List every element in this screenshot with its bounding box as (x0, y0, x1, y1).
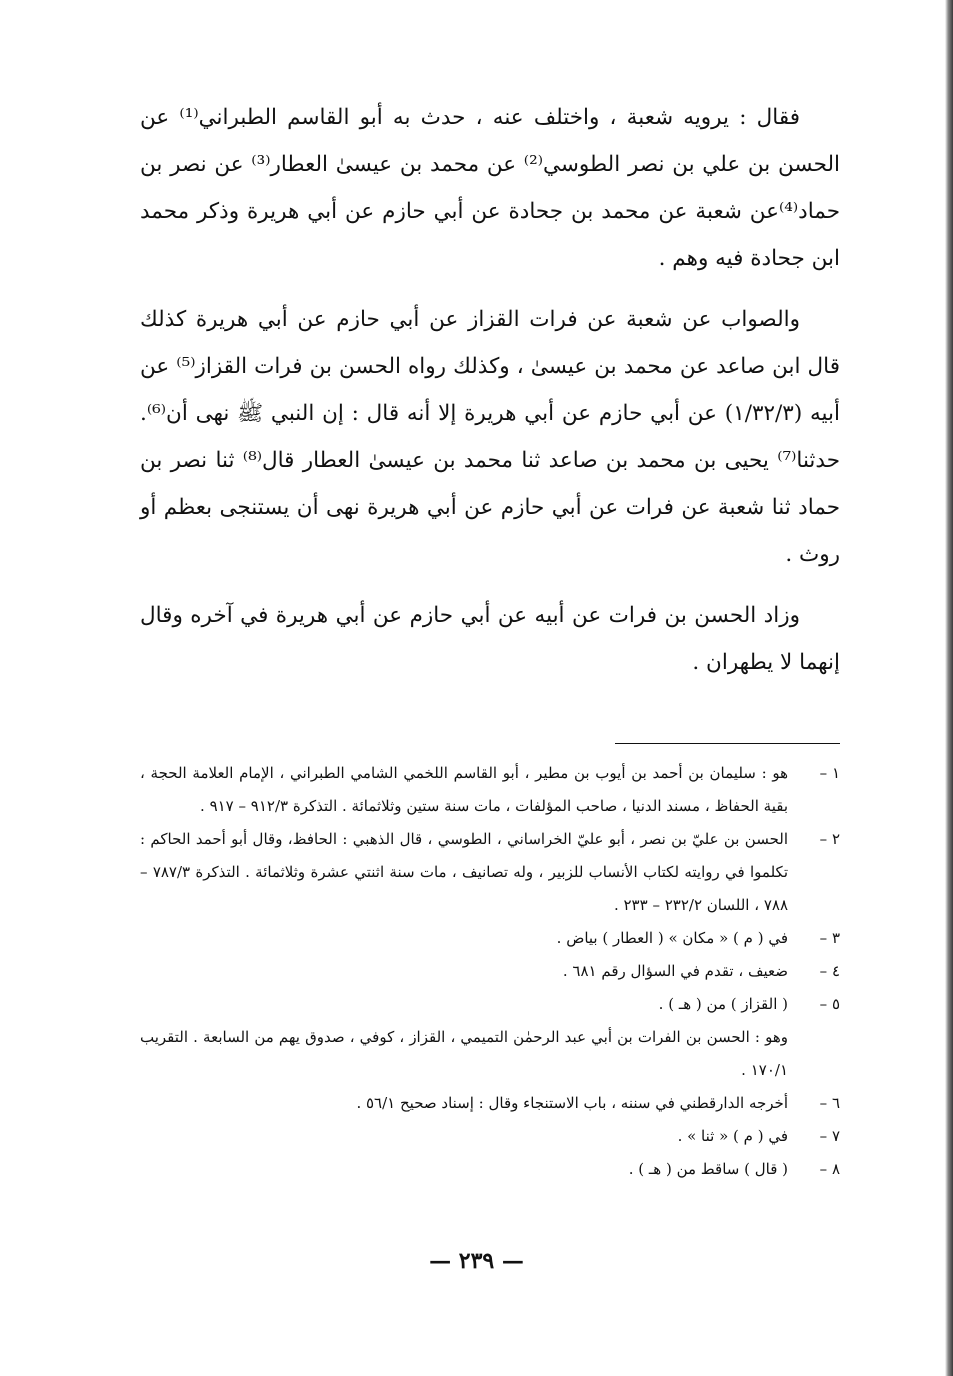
footnote-number: ٧ – (819, 1127, 840, 1145)
footnote-text: في ( م ) « مكان » ( العطار ) بياض . (556, 929, 788, 947)
footnote-text: الحسن بن عليّ بن نصر ، أبو عليّ الخراساني ، الطوسي ، قال الذهبي : الحافظ، وقال أبو أحمد الحاكم : تكلموا في روايته لكتاب الأنساب للزبير ، وله تصانيف ، مات سنة اثنتي عشرة وثلاثمائة . التذكرة ٧٨٧/٣ – ٧٨٨ ، اللسان ٢٣٢/٢ – ٢٣٣ . (140, 830, 788, 914)
footnote-number: ٦ – (819, 1094, 840, 1112)
paragraph-1-text: فقال : يرويه شعبة ، واختلف عنه ، حدث به أبو القاسم الطبراني⁽¹⁾ عن الحسن بن علي بن نصر الطوسي⁽²⁾ عن محمد بن عيسىٰ العطار⁽³⁾ عن نصر بن حماد⁽⁴⁾عن شعبة عن محمد بن جحادة عن أبي حازم عن أبي هريرة وذكر محمد ابن جحادة فيه وهم . (140, 105, 840, 271)
footnote-8 (140, 1153, 840, 1186)
footnotes (140, 757, 840, 1186)
footnote-3 (140, 922, 840, 955)
book-spine-shadow (945, 0, 953, 1376)
footnote-6 (140, 1087, 840, 1120)
footnote-text: أخرجه الدارقطني في سننه ، باب الاستنجاء وقال : إسناد صحيح ٥٦/١ . (356, 1094, 788, 1112)
footnote-number: ٣ – (819, 929, 840, 947)
footnote-number: ٢ – (819, 830, 840, 848)
footnote-number: ٥ – (819, 995, 840, 1013)
footnote-4 (140, 955, 840, 988)
footnote-2 (140, 823, 840, 922)
footnote-separator (615, 743, 840, 744)
footnote-5-continuation (140, 1021, 840, 1087)
footnote-5 (140, 988, 840, 1021)
page-number: — ٢٣٩ — (429, 1248, 524, 1274)
paragraph-3-text: وزاد الحسن بن فرات عن أبيه عن أبي حازم عن أبي هريرة في آخره وقال إنهما لا يطهران . (140, 603, 840, 675)
paragraph-2 (140, 296, 840, 578)
main-text (140, 94, 840, 700)
footnote-number: ١ – (819, 764, 840, 782)
paragraph-2-text: والصواب عن شعبة عن فرات القزاز عن أبي حازم عن أبي هريرة كذلك قال ابن صاعد عن محمد بن عيسىٰ ، وكذلك رواه الحسن بن فرات القزاز⁽⁵⁾ عن أبيه (١/٣٢/٣) عن أبي حازم عن أبي هريرة إلا أنه قال : إن النبي ﷺ نهى أن⁽⁶⁾. حدثنا⁽⁷⁾ يحيى بن محمد بن صاعد ثنا محمد بن عيسىٰ العطار قال⁽⁸⁾ ثنا نصر بن حماد ثنا شعبة عن فرات عن أبي حازم عن أبي هريرة نهى أن يستنجى بعظم أو روث . (140, 307, 841, 567)
footnote-text: هو : سليمان بن أحمد بن أيوب بن مطير ، أبو القاسم اللخمي الشامي الطبراني ، الإمام العلامة الحجة ، بقية الحفاظ ، مسند الدنيا ، صاحب المؤلفات ، مات سنة ستين وثلاثمائة . التذكرة ٩١٢/٣ – ٩١٧ . (140, 764, 788, 815)
paragraph-3 (140, 592, 840, 686)
footnote-text: ( قال ) ساقط من ( هـ ) . (628, 1160, 788, 1178)
footnote-text: في ( م ) « ثنا » . (677, 1127, 788, 1145)
paragraph-1 (140, 94, 840, 282)
footnote-7 (140, 1120, 840, 1153)
footnote-text: وهو : الحسن بن الفرات بن أبي عبد الرحمٰن التميمي ، القزاز ، كوفي ، صدوق يهم من السابعة . التقريب ١٧٠/١ . (140, 1028, 788, 1079)
footnote-1 (140, 757, 840, 823)
footnote-number: ٨ – (819, 1160, 840, 1178)
footnote-text: ( القزاز ) من ( هـ ) . (658, 995, 788, 1013)
footnote-number: ٤ – (819, 962, 840, 980)
footnote-text: ضعيف ، تقدم في السؤال رقم ٦٨١ . (562, 962, 788, 980)
